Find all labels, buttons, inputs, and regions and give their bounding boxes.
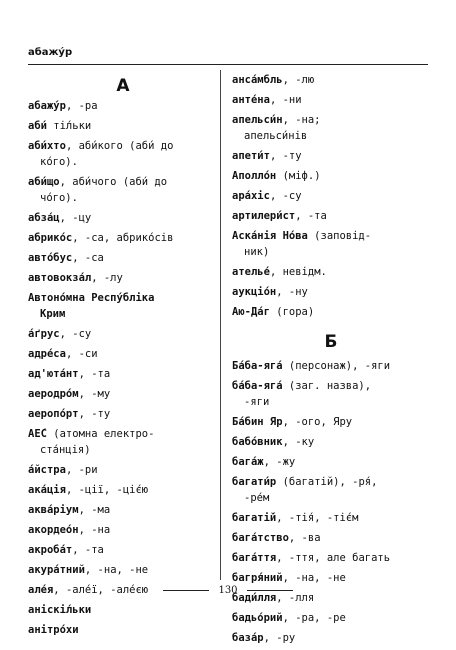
right-column [232,72,430,650]
dictionary-entry [28,98,218,114]
entry-grammar: (багатій), -ря́, [276,476,378,488]
entry-grammar: , невідм. [269,266,327,278]
entry-grammar: , -ри [65,464,98,476]
dictionary-entry [28,386,218,402]
page-number: 130 [218,585,238,596]
entry-headword: аква́ріум [28,504,79,516]
entry-headword: абза́ц [28,212,60,224]
dictionary-entry [232,92,430,108]
entry-headword: акура́тний [28,564,85,576]
entry-grammar: , -су [269,190,302,202]
entry-headword: аби́що [28,176,60,188]
entry-headword: бадьо́рий [232,612,283,624]
entry-grammar: , -жу [263,456,296,468]
entry-grammar: , -си [65,348,98,360]
left-column [28,72,218,642]
entry-grammar: , -лля [276,592,315,604]
entry-grammar: , -ма [78,504,111,516]
dictionary-entry [232,304,430,320]
dictionary-entry [28,326,218,342]
dictionary-entry [28,346,218,362]
entry-headword: апети́т [232,150,270,162]
dictionary-entry [232,510,430,526]
entry-headword: багаті́й [232,512,277,524]
entry-headword: багати́р [232,476,277,488]
entry-continuation: чо́го). [40,192,78,204]
entry-grammar: , -му [78,388,111,400]
dictionary-entry [232,570,430,586]
dictionary-entry [232,454,430,470]
dictionary-entry [28,230,218,246]
entry-headword: абажу́р [28,100,66,112]
entry-grammar: , -ра, -ре [282,612,346,624]
dictionary-entry [232,474,430,506]
entry-headword: бади́лля [232,592,277,604]
dictionary-entry [28,462,218,478]
right-entry-list-a [232,72,430,320]
entry-headword: Аска́нія Но́ва [232,230,308,242]
section-letter-b: Б [324,332,338,352]
dictionary-entry [28,406,218,422]
entry-grammar: , -ття, але багать [276,552,391,564]
entry-grammar: (персонаж), -яги [282,360,391,372]
footer-rule-left [163,590,209,591]
dictionary-entry [232,630,430,646]
dictionary-entry [28,366,218,382]
entry-grammar: (міф.) [276,170,321,182]
entry-grammar: , -ру [263,632,296,644]
entry-headword: ад'юта́нт [28,368,79,380]
dictionary-entry [232,284,430,300]
dictionary-entry [28,502,218,518]
dictionary-entry [232,550,430,566]
entry-headword: бага́ття [232,552,277,564]
entry-grammar: , -на [78,524,111,536]
entry-headword: бабо́вник [232,436,283,448]
dictionary-entry [232,72,430,88]
dictionary-entry [28,290,218,322]
entry-grammar: (атомна електро- [46,428,155,440]
entry-continuation: -ре́м [244,492,270,504]
dictionary-entry [28,542,218,558]
entry-headword: Автоно́мна Респу́бліка [28,292,155,304]
entry-headword: багря́ний [232,572,283,584]
entry-grammar: , -ого, Яру [282,416,353,428]
entry-headword: анте́на [232,94,270,106]
entry-grammar: , -ва [288,532,321,544]
entry-headword: аеропо́рт [28,408,79,420]
entry-grammar: (гора) [269,306,315,318]
dictionary-entry [232,358,430,374]
entry-continuation: ко́го). [40,156,78,168]
header-rule [28,64,428,65]
entry-grammar: (заг. назва), [282,380,372,392]
entry-headword: Ба́бин Яр [232,416,283,428]
entry-headword: бага́тство [232,532,289,544]
entry-headword: абрико́с [28,232,73,244]
entry-headword: акроба́т [28,544,73,556]
entry-grammar: , -та [72,544,104,556]
entry-headword: бага́ж [232,456,264,468]
entry-grammar: , -ції, -ціє́ю [65,484,149,496]
entry-headword: ба́ба-яга́ [232,380,283,392]
entry-headword: але́я [28,584,54,596]
entry-headword: анса́мбль [232,74,283,86]
dictionary-entry [28,602,218,618]
entry-grammar: , -са [72,252,104,264]
dictionary-entry [232,530,430,546]
entry-grammar: , аби́кого (аби́ до [65,140,174,152]
entry-grammar: , -ту [269,150,302,162]
entry-headword: артилери́ст [232,210,296,222]
entry-grammar: , -цу [59,212,92,224]
entry-grammar: (заповід- [307,230,372,242]
section-letter-a: А [116,76,130,96]
entry-headword: адре́са [28,348,66,360]
left-entry-list [28,98,218,638]
dictionary-entry [232,148,430,164]
entry-headword: а́йстра [28,464,66,476]
dictionary-entry [232,208,430,224]
entry-headword: аби́ [28,120,47,132]
entry-continuation: апельси́нів [244,130,308,142]
entry-grammar: , -та [295,210,327,222]
entry-grammar: , -на; [282,114,321,126]
entry-continuation: ста́нція) [40,444,91,456]
entry-grammar: , -лу [91,272,123,284]
entry-grammar: , -ра [65,100,98,112]
entry-headword: ателье́ [232,266,270,278]
entry-grammar: , -ту [78,408,111,420]
dictionary-entry [28,174,218,206]
entry-grammar: , -лю [282,74,315,86]
entry-grammar: , -тія́, -тіє́м [276,512,359,524]
dictionary-entry [232,414,430,430]
entry-headword: авто́бус [28,252,73,264]
entry-headword: Аполло́н [232,170,277,182]
entry-headword: база́р [232,632,264,644]
entry-grammar: , -та [78,368,111,380]
entry-headword: а́ґрус [28,328,60,340]
page-footer [0,585,456,596]
entry-headword: акордео́н [28,524,79,536]
entry-headword: апельси́н [232,114,283,126]
entry-headword: аеродро́м [28,388,79,400]
dictionary-entry [28,522,218,538]
entry-headword: ара́хіс [232,190,270,202]
entry-continuation: Крим [40,308,66,320]
dictionary-entry [232,610,430,626]
entry-grammar: , аби́чого (аби́ до [59,176,168,188]
entry-headword: анітро́хи [28,624,79,636]
footer-rule-right [247,590,293,591]
dictionary-entry [232,378,430,410]
entry-grammar: , -ни [269,94,302,106]
dictionary-entry [28,622,218,638]
entry-headword: ака́ція [28,484,66,496]
dictionary-entry [232,434,430,450]
dictionary-entry [232,168,430,184]
entry-headword: аніскі́льки [28,604,92,616]
dictionary-entry [28,250,218,266]
dictionary-entry [232,264,430,280]
dictionary-entry [28,210,218,226]
entry-headword: Аю-Да́г [232,306,270,318]
entry-headword: аби́хто [28,140,66,152]
entry-grammar: , -на, -не [84,564,149,576]
dictionary-entry [28,118,218,134]
dictionary-entry [28,426,218,458]
right-entry-list-b [232,358,430,646]
dictionary-entry [28,482,218,498]
dictionary-entry [232,112,430,144]
entry-grammar: , -су [59,328,92,340]
dictionary-entry [28,138,218,170]
entry-headword: аукціо́н [232,286,277,298]
dictionary-entry [28,270,218,286]
entry-grammar: , -ну [276,286,308,298]
entry-continuation: ник) [244,246,270,258]
entry-grammar: , -на, -не [282,572,346,584]
column-divider [220,70,221,580]
entry-grammar: , -ку [282,436,315,448]
entry-grammar: , -але́ї, -але́єю [53,584,149,596]
entry-headword: автовокза́л [28,272,92,284]
entry-grammar: ті́льки [46,120,92,132]
dictionary-entry [28,562,218,578]
dictionary-entry [232,228,430,260]
entry-continuation: -яги [244,396,270,408]
entry-headword: Ба́ба-яга́ [232,360,283,372]
dictionary-entry [232,188,430,204]
entry-grammar: , -са, абрико́сів [72,232,174,244]
entry-headword: АЕ́С [28,428,47,440]
running-head: абажýр [28,47,73,58]
